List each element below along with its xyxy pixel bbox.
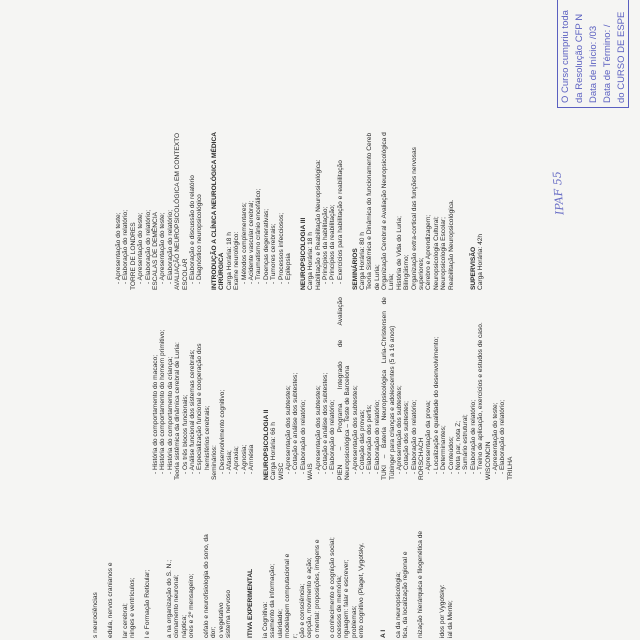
text-line: nguagem: falar e escrever; [343, 559, 351, 638]
stamp-line: Data de Término: / [602, 24, 613, 103]
text-line: cionamento neuronal; [173, 574, 181, 638]
text-line: ento cognitivo (Piaget, Vygotsky, [358, 543, 366, 638]
text-line: WAIS [307, 463, 315, 480]
list-item: - Tumores cerebrais; [270, 223, 278, 284]
text-line: ESCOLAR [181, 258, 189, 290]
text-line: cepção, movimento e ação; [306, 557, 314, 638]
list-item: - Elaboração dos perfis; [366, 404, 374, 474]
list-item: - Processos infecciosos; [277, 212, 285, 284]
word: PIEN [336, 464, 344, 480]
list-item: - Apraxia; [233, 446, 241, 474]
text-line: l e Formação Reticular; [143, 569, 151, 638]
blank-line [388, 488, 395, 638]
list-item: - Epilepsia [284, 253, 292, 284]
text-line: tica, da localização regional e [402, 551, 410, 638]
text-line: sistema nervoso [225, 589, 233, 638]
section-heading: NEUROPSICOLOGIA III [299, 217, 307, 290]
text-line: Bilingüismo; [403, 254, 411, 290]
text-line: ESCALAS DE DEMÊNCIA [151, 211, 159, 290]
text-line: lar cerebral; [121, 603, 129, 638]
list-item: - Elaboração e discussão do relatório [188, 175, 196, 284]
list-item: - Cotação das provas; [358, 409, 366, 474]
stamp-line: do CURSO DE ESPE [616, 11, 627, 103]
blank-line [151, 488, 158, 638]
list-item: - Exercícios para habilitação e reabilitação [336, 160, 344, 284]
list-item: - Agnosia; [240, 444, 248, 474]
text-line: Carga Horária: 66 h [270, 422, 278, 480]
text-line: Carga Horária: 18 h [307, 232, 315, 290]
blank-line [195, 488, 202, 638]
text-line: ia Cognitiva: [261, 601, 269, 638]
word: Neuropsicológica [381, 369, 389, 421]
blank-line [99, 488, 106, 638]
list-item: - Cotação e análise dos subtestes; [292, 372, 300, 474]
column-right [115, 0, 485, 290]
list-item: - Princípios da reabilitação; [329, 204, 337, 284]
text-line: Habilitação e Reabilitação Neuropsicológica: [314, 159, 322, 290]
text-line: o vegetativo [217, 602, 225, 638]
word: Integrado [336, 361, 344, 390]
list-item: - Apresentação do teste; [115, 212, 122, 284]
blank-line [114, 488, 121, 638]
list-item: - Apresentação do teste; [491, 402, 499, 474]
text-line: ca da neuropsicologia; [395, 572, 403, 638]
list-item: - História do comportamento do homem primitivo; [159, 329, 167, 474]
text-line: Neuropsicologia Cultural; [432, 216, 440, 290]
blank-line [344, 0, 351, 290]
list-item: - Elaboração do relatório; [499, 399, 507, 474]
blank-line [462, 0, 469, 290]
text-line: modelagem computacional e [284, 553, 292, 638]
list-item: - Afasia; [225, 450, 233, 474]
blank-line [373, 488, 380, 638]
text-line: s neurociências [92, 592, 99, 638]
text-line: nização hierárquica e filogenética de [417, 530, 425, 638]
list-item: - Elaboração de relatório; [469, 399, 477, 474]
text-line: Organização Cerebral e Avaliação Neuropsicológica d [381, 132, 389, 290]
list-item: - Acidente vascular cerebral; [248, 200, 256, 284]
column-left-cropped [92, 488, 454, 638]
list-item: - Elaboração do relatório; [373, 399, 381, 474]
section-heading: ITIVA EXPERIMENTAL [247, 568, 255, 638]
list-item: - Apresentação dos subtestes; [285, 385, 293, 474]
list-item: - Conteúdos; [447, 436, 455, 474]
list-item: - Determinantes; [440, 425, 448, 474]
text-line: superiores; [418, 257, 426, 290]
blank-line [432, 488, 439, 638]
text-line: ores e 2º mensageiro; [188, 573, 196, 638]
text-line: Reabilitação Neuropsicológica. [447, 199, 455, 290]
text-line: Cérebro e Aprendizagem; [425, 214, 433, 290]
word: Bateria [381, 427, 389, 448]
text-line: TRILHA [506, 456, 514, 480]
list-item: - Métodos complementares; [240, 202, 248, 284]
text-line: Neuropsicologia Escolar; [440, 217, 448, 290]
blank-line [425, 488, 432, 638]
blank-line [292, 0, 299, 290]
list-item: - Nota par, nota Z; [455, 420, 463, 474]
text-line: r; [291, 633, 299, 638]
list-item: - Elaboração do relatório; [329, 399, 337, 474]
word: – [336, 446, 344, 451]
text-line: ocessos de memória; [335, 575, 343, 638]
text-line: ssamento da informação; [269, 563, 277, 638]
text-line: Seminários: [211, 445, 219, 480]
list-item: - Princípios da habilitação; [321, 206, 329, 284]
blank-line [321, 488, 328, 638]
blank-line [255, 295, 262, 480]
column-middle [152, 295, 514, 480]
list-item: - Elaboração do relatório; [410, 399, 418, 474]
text-line: a na organização do S. N.; [165, 559, 173, 638]
text-line: ninges e ventrículos; [128, 577, 136, 638]
text-line: problemas; [350, 605, 358, 638]
blank-line [455, 0, 462, 290]
course-stamp [557, 0, 629, 108]
text-line: céfalo e neurofisiologia do sono, da [202, 534, 210, 638]
text-line: AVALIAÇÃO NEUROPSICOLÓGICA EM CONTEXTO [174, 132, 182, 290]
blank-line [365, 488, 372, 638]
text-line: náptica; [180, 614, 188, 638]
list-item: - Apresentação da prova; [425, 400, 433, 474]
list-item: - Localização e qualidade do desenvolvimento; [432, 336, 440, 474]
list-item: - Os três blocos funcionais; [181, 394, 189, 474]
blank-line [159, 488, 166, 638]
stamp-line: da Resolução CFP N [574, 13, 585, 103]
text-line: História de Vida do Luria; [395, 216, 403, 290]
list-item: - Diagnóstico neuropsicológico [196, 194, 204, 284]
section-heading: SEMINÁRIOS [351, 248, 359, 290]
list-item: - Treino de aplicação, exercícios e estudos de caso. [477, 322, 485, 474]
word: Programa [336, 403, 344, 433]
justified-text-line [337, 297, 344, 480]
list-item: - Apresentação dos subtestes; [351, 385, 359, 474]
text-line: ularidade; [276, 609, 284, 638]
text-line: Neuropsicológica – Teste de Barcelona [344, 365, 352, 480]
blank-line [410, 488, 417, 638]
list-item: - Elaboração do relatório; [144, 209, 152, 284]
stamp-line: Data de Início: /03 [588, 25, 599, 103]
list-item: - Doenças degenerativas; [262, 208, 270, 284]
list-item: - Apresentação dos subtestes; [395, 385, 403, 474]
text-line: dor; [210, 626, 218, 638]
list-item: - Amnésia [248, 444, 256, 474]
list-item: - Elaboração do relatório; [166, 209, 174, 284]
word: – [381, 454, 389, 459]
list-item: - História do comportamento da criança; [166, 356, 174, 474]
text-line: o mental: proposições, imagens e [313, 539, 321, 638]
handwritten-annotation: IPAF 55 [550, 170, 567, 216]
text-line: edula, nervos cranianos e [106, 562, 114, 638]
word: TUKI [381, 464, 389, 480]
list-item: - Elaboração do relatório; [122, 209, 130, 284]
text-line: Luria; [388, 273, 396, 290]
blank-line [240, 488, 247, 638]
word: de [381, 297, 389, 305]
text-line: Teoria Sistêmica e Dinâmica do funcionamento Cereb [366, 132, 374, 290]
text-line: de Luria; [373, 264, 381, 290]
word: Luria-Christensen [381, 311, 389, 364]
text-line: idos por Vygotsky: [439, 584, 447, 638]
word: de [336, 339, 344, 348]
text-line: Teoria sistêmica da dinâmica cerebral de Luria: [174, 342, 182, 480]
text-line: WISC [277, 462, 285, 480]
list-item: - Sumário estrutural; [462, 414, 470, 474]
section-heading: SUPERVISÃO [469, 246, 477, 290]
text-line: Exame neurológico: [233, 231, 241, 290]
list-item: - Especialização funcional e cooperação dos [196, 343, 204, 474]
list-item: - Apresentação dos subtestes; [314, 385, 322, 474]
text-line: ção e consciência; [298, 583, 306, 638]
blank-line [136, 488, 143, 638]
text-line: o conhecimento e cognição social; [328, 537, 336, 638]
text-line: ial da Mente; [446, 600, 454, 638]
text-line: Organização extra-cortical das funções nervosas [410, 147, 418, 290]
text-line: WISCONCIN [484, 441, 492, 480]
text-line: Carga Horária: 42h [477, 233, 485, 290]
text-line: Tübinger para crianças e adolescentes (5 a 16 anos) [388, 325, 396, 480]
section-heading: CIRÚRGICA [218, 252, 226, 290]
section-heading: A I [380, 629, 388, 638]
list-item: - Cotação dos subtestes; [403, 401, 411, 474]
list-item: - Elaboração do relatório; [299, 399, 307, 474]
blank-line [232, 488, 239, 638]
list-item: - Análise funcional dos sistemas cerebrais; [188, 349, 196, 474]
word: Avaliação [336, 297, 344, 326]
list-item: - Apresentação do teste; [137, 212, 145, 284]
text-line: Carga Horária: 80 h [358, 232, 366, 290]
section-heading: INTRODUÇÃO A CLÍNICA NEUROLÓGICA MÉDICA [211, 132, 219, 290]
list-item: - História do comportamento do macaco; [152, 354, 159, 474]
list-item: - Traumatismo crânio encefálico; [255, 188, 263, 284]
text-line: TORRE DE LONDRES [129, 222, 137, 290]
justified-text-line [381, 297, 388, 480]
list-item-continuation: hemisférios cerebrais; [203, 405, 211, 470]
list-item: - Desenvolvimento cognitivo; [218, 389, 226, 474]
text-line: Carga Horária: 18 h [225, 232, 233, 290]
stamp-line: O Curso cumpriu toda [560, 10, 571, 103]
list-item: - Apresentação do teste; [159, 212, 167, 284]
text-line: RORSCHACH [418, 437, 426, 480]
section-heading: NEUROPSICOLOGIA II [262, 409, 270, 480]
blank-line [255, 488, 262, 638]
blank-line [204, 0, 211, 290]
list-item: - Cotação e análise dos subtestes; [321, 372, 329, 474]
